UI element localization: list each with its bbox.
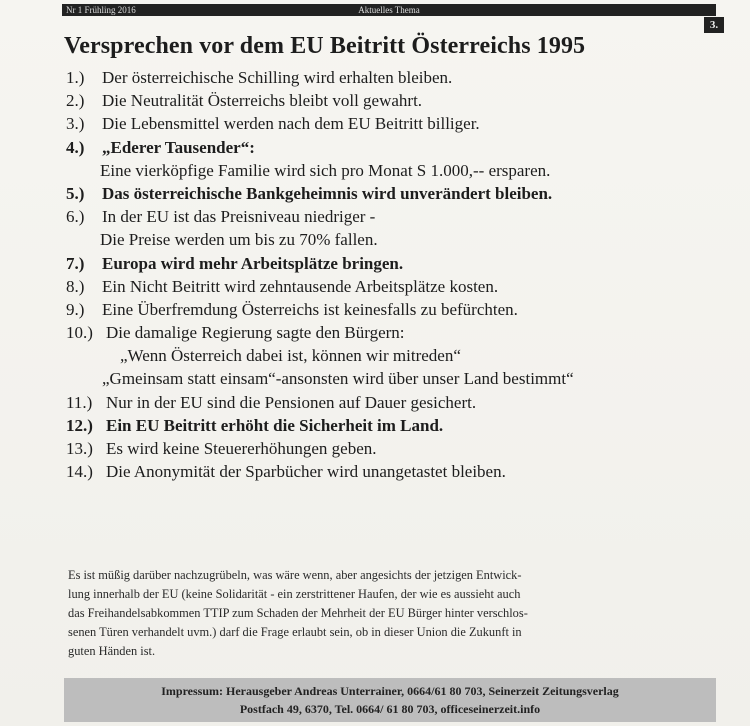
item-number: 6.): [66, 207, 85, 227]
list-item: [66, 89, 716, 112]
item-number: 2.): [66, 91, 85, 111]
item-text: Die Lebensmittel werden nach dem EU Beitritt billiger.: [102, 114, 480, 134]
impressum-box: [64, 678, 716, 722]
item-text: Eine Überfremdung Österreichs ist keinesfalls zu befürchten.: [102, 299, 518, 319]
paragraph-line: das Freihandelsabkommen TTIP zum Schaden der Mehrheit der EU Bürger hinter verschlos-: [68, 606, 528, 620]
item-number: 9.): [66, 299, 85, 319]
item-number: 4.): [66, 137, 85, 157]
list-item-continuation: [66, 344, 716, 367]
item-number: 10.): [66, 323, 93, 343]
paragraph-line: senen Türen verhandelt uvm.) darf die Frage erlaubt sein, ob in dieser Union die Zukunft in: [68, 625, 522, 639]
item-number: 11.): [66, 392, 93, 412]
item-text: Nur in der EU sind die Pensionen auf Dauer gesichert.: [106, 392, 477, 412]
header-bar: [62, 4, 716, 16]
page-number: 3.: [704, 17, 724, 33]
item-number: 5.): [66, 183, 85, 203]
page-title: Versprechen vor dem EU Beitritt Österreichs 1995: [64, 33, 586, 59]
list-item: [66, 205, 716, 228]
impressum-line-1: Impressum: Herausgeber Andreas Unterrainer, 0664/61 80 703, Seinerzeit Zeitungsverlag: [161, 684, 619, 698]
paragraph-line: Es ist müßig darüber nachzugrübeln, was wäre wenn, aber angesichts der jetzigen Entwick-: [68, 568, 522, 582]
item-number: 8.): [66, 276, 85, 296]
list-item-continuation: [66, 228, 716, 251]
item-number: 7.): [66, 253, 85, 273]
list-item: [66, 136, 716, 159]
item-text: Die Neutralität Österreichs bleibt voll gewahrt.: [102, 91, 423, 111]
item-text: Der österreichische Schilling wird erhalten bleiben.: [102, 68, 453, 87]
list-item: [66, 391, 716, 414]
list-item: [66, 182, 716, 205]
list-item: [66, 414, 716, 437]
item-text: „Ederer Tausender“:: [102, 137, 255, 157]
item-text: Ein Nicht Beitritt wird zehntausende Arbeitsplätze kosten.: [102, 276, 499, 296]
item-text: Ein EU Beitritt erhöht die Sicherheit im Land.: [106, 415, 444, 435]
list-item: [66, 112, 716, 135]
item-text: „Gmeinsam statt einsam“-ansonsten wird über unser Land bestimmt“: [102, 369, 574, 389]
promise-list: [66, 66, 716, 483]
item-number: 14.): [66, 462, 93, 482]
list-item-continuation: [66, 159, 716, 182]
item-number: 1.): [66, 68, 85, 87]
item-text: Das österreichische Bankgeheimnis wird unverändert bleiben.: [102, 183, 553, 203]
issue-label: Nr 1 Frühling 2016: [66, 5, 136, 15]
item-text: In der EU ist das Preisniveau niedriger -: [102, 207, 376, 227]
item-text: Die Preise werden um bis zu 70% fallen.: [100, 230, 378, 250]
list-item: [66, 460, 716, 483]
item-text: Europa wird mehr Arbeitsplätze bringen.: [102, 253, 404, 273]
list-item: [66, 275, 716, 298]
paragraph-line: guten Händen ist.: [68, 644, 156, 658]
list-item: [66, 252, 716, 275]
item-text: Es wird keine Steuererhöhungen geben.: [106, 439, 377, 458]
section-label: Aktuelles Thema: [358, 5, 420, 15]
item-number: 13.): [66, 439, 93, 458]
item-text: „Wenn Österreich dabei ist, können wir mitreden“: [120, 346, 461, 366]
paragraph-line: lung innerhalb der EU (keine Solidarität - ein zerstrittener Haufen, der wie es aussieht auch: [68, 587, 521, 601]
list-item: [66, 298, 716, 321]
item-number: 12.): [66, 415, 93, 435]
impressum-line-2: Postfach 49, 6370, Tel. 0664/ 61 80 703, officeseinerzeit.info: [239, 702, 541, 716]
item-text: Die damalige Regierung sagte den Bürgern:: [106, 323, 405, 343]
list-item: [66, 321, 716, 344]
item-number: 3.): [66, 114, 85, 134]
list-item: [66, 66, 716, 89]
item-text: Eine vierköpfige Familie wird sich pro Monat S 1.000,-- ersparen.: [100, 160, 551, 180]
list-item: [66, 437, 716, 460]
list-item-continuation: [66, 367, 716, 390]
item-text: Die Anonymität der Sparbücher wird unangetastet bleiben.: [106, 462, 506, 482]
commentary-paragraph: [68, 566, 716, 661]
